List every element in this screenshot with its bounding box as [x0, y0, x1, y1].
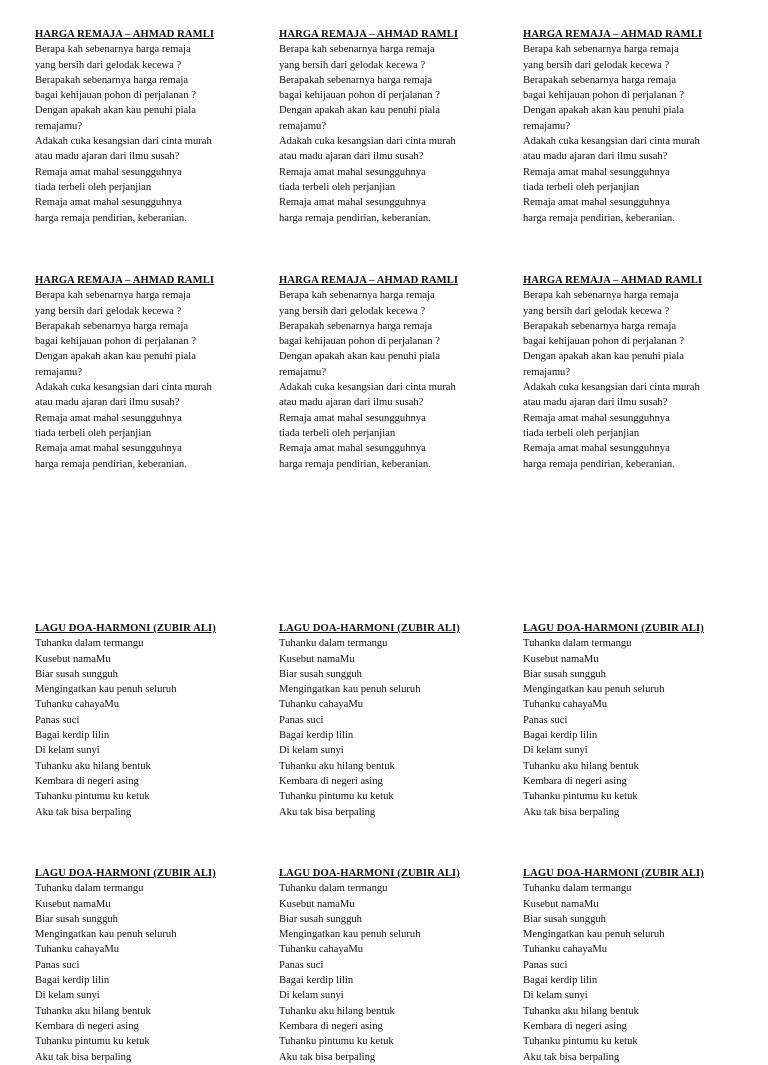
poem-line: Biar susah sungguh — [35, 668, 118, 680]
poem-line: Mengingatkan kau penuh seluruh — [523, 684, 665, 696]
poem-line: remajamu? — [35, 366, 83, 378]
poem-line: harga remaja pendirian, keberanian. — [523, 212, 675, 224]
poem-line: Biar susah sungguh — [35, 913, 118, 925]
poem-line: Bagai kerdip lilin — [35, 730, 110, 742]
poem-line: Biar susah sungguh — [523, 668, 606, 680]
poem-line: Aku tak bisa berpaling — [279, 806, 376, 818]
poem-line: atau madu ajaran dari ilmu susah? — [35, 151, 180, 163]
poem-line: Tuhanku cahayaMu — [523, 699, 608, 711]
poem-line: yang bersih dari gelodak kecewa ? — [279, 305, 426, 317]
poem-line: Biar susah sungguh — [523, 913, 606, 925]
poem-line: Tuhanku dalam termangu — [523, 883, 632, 895]
poem-title: LAGU DOA-HARMONI (ZUBIR ALI) — [279, 868, 460, 879]
poem-line: Mengingatkan kau penuh seluruh — [35, 684, 177, 696]
poem-line: Kembara di negeri asing — [35, 775, 139, 787]
poem-line: Tuhanku pintumu ku ketuk — [35, 791, 150, 803]
poem-line: Aku tak bisa berpaling — [35, 806, 132, 818]
poem-line: yang bersih dari gelodak kecewa ? — [523, 305, 670, 317]
poem-line: Panas suci — [279, 714, 324, 726]
poem-line: Kembara di negeri asing — [279, 1020, 383, 1032]
poem-title: LAGU DOA-HARMONI (ZUBIR ALI) — [279, 623, 460, 634]
poem-line: Kusebut namaMu — [35, 653, 111, 665]
poem-line: Berapa kah sebenarnya harga remaja — [279, 44, 435, 56]
poem-line: Mengingatkan kau penuh seluruh — [523, 929, 665, 941]
poem-line: Kembara di negeri asing — [279, 775, 383, 787]
poem-line: remajamu? — [523, 120, 571, 132]
poem-line: Bagai kerdip lilin — [279, 730, 354, 742]
poem-line: Adakah cuka kesangsian dari cinta murah — [279, 382, 456, 394]
poem-line: Remaja amat mahal sesungguhnya — [523, 166, 670, 178]
poem-line: Tuhanku dalam termangu — [523, 638, 632, 650]
poem-line: bagai kehijauan pohon di perjalanan ? — [279, 90, 440, 102]
poem-line: Kusebut namaMu — [279, 898, 355, 910]
poem-line: Tuhanku cahayaMu — [279, 699, 364, 711]
poem-line: Tuhanku pintumu ku ketuk — [523, 791, 638, 803]
poem-line: harga remaja pendirian, keberanian. — [279, 212, 431, 224]
poem-line: Aku tak bisa berpaling — [523, 1051, 620, 1063]
poem-line: atau madu ajaran dari ilmu susah? — [279, 397, 424, 409]
poem-line: Tuhanku cahayaMu — [35, 944, 120, 956]
poem-line: Di kelam sunyi — [279, 990, 344, 1002]
poem-line: Tuhanku pintumu ku ketuk — [279, 1036, 394, 1048]
poem-line: Adakah cuka kesangsian dari cinta murah — [523, 382, 700, 394]
poem-line: Remaja amat mahal sesungguhnya — [35, 443, 182, 455]
poem-line: Tuhanku dalam termangu — [279, 638, 388, 650]
poem-title: HARGA REMAJA – AHMAD RAMLI — [523, 29, 703, 40]
poem-line: Di kelam sunyi — [523, 990, 588, 1002]
poem-line: Tuhanku aku hilang bentuk — [523, 1005, 639, 1017]
poem-line: Adakah cuka kesangsian dari cinta murah — [279, 136, 456, 148]
poem-line: Kusebut namaMu — [279, 653, 355, 665]
poem-line: tiada terbeli oleh perjanjian — [523, 181, 640, 193]
poem-card — [35, 621, 255, 820]
poem-line: Dengan apakah akan kau penuhi piala — [279, 351, 440, 363]
poem-title: HARGA REMAJA – AHMAD RAMLI — [523, 275, 703, 286]
poem-line: harga remaja pendirian, keberanian. — [523, 458, 675, 470]
poem-line: Panas suci — [523, 714, 568, 726]
poem-card — [523, 273, 743, 472]
poem-card — [279, 621, 499, 820]
poem-line: harga remaja pendirian, keberanian. — [35, 212, 187, 224]
poem-line: Berapakah sebenarnya harga remaja — [35, 320, 189, 332]
poem-line: tiada terbeli oleh perjanjian — [279, 181, 396, 193]
poem-line: Tuhanku cahayaMu — [279, 944, 364, 956]
poem-line: Berapa kah sebenarnya harga remaja — [523, 290, 679, 302]
poem-line: Remaja amat mahal sesungguhnya — [279, 443, 426, 455]
poem-line: yang bersih dari gelodak kecewa ? — [279, 59, 426, 71]
poem-line: Remaja amat mahal sesungguhnya — [279, 166, 426, 178]
poem-line: atau madu ajaran dari ilmu susah? — [523, 397, 668, 409]
poem-line: Bagai kerdip lilin — [523, 730, 598, 742]
poem-line: harga remaja pendirian, keberanian. — [279, 458, 431, 470]
poem-line: yang bersih dari gelodak kecewa ? — [35, 59, 182, 71]
poem-line: Tuhanku dalam termangu — [279, 883, 388, 895]
poem-title: LAGU DOA-HARMONI (ZUBIR ALI) — [523, 868, 704, 879]
poem-line: Mengingatkan kau penuh seluruh — [279, 929, 421, 941]
poem-line: Dengan apakah akan kau penuhi piala — [35, 351, 196, 363]
poem-line: Remaja amat mahal sesungguhnya — [35, 166, 182, 178]
poem-line: yang bersih dari gelodak kecewa ? — [35, 305, 182, 317]
poem-line: Berapa kah sebenarnya harga remaja — [523, 44, 679, 56]
poem-line: Tuhanku aku hilang bentuk — [279, 1005, 395, 1017]
poem-line: tiada terbeli oleh perjanjian — [35, 427, 152, 439]
poem-line: bagai kehijauan pohon di perjalanan ? — [523, 90, 684, 102]
poem-title: HARGA REMAJA – AHMAD RAMLI — [35, 29, 215, 40]
poem-line: Kembara di negeri asing — [523, 775, 627, 787]
poem-line: Adakah cuka kesangsian dari cinta murah — [35, 136, 212, 148]
poem-line: Berapakah sebenarnya harga remaja — [523, 74, 677, 86]
poem-line: Panas suci — [279, 959, 324, 971]
poem-line: Bagai kerdip lilin — [35, 975, 110, 987]
poem-line: Dengan apakah akan kau penuhi piala — [523, 351, 684, 363]
poem-line: Panas suci — [35, 714, 80, 726]
poem-line: atau madu ajaran dari ilmu susah? — [35, 397, 180, 409]
poem-title: HARGA REMAJA – AHMAD RAMLI — [279, 275, 459, 286]
poem-line: Di kelam sunyi — [279, 745, 344, 757]
poem-line: Remaja amat mahal sesungguhnya — [523, 443, 670, 455]
poem-line: remajamu? — [279, 120, 327, 132]
poem-title: LAGU DOA-HARMONI (ZUBIR ALI) — [523, 623, 704, 634]
poem-line: bagai kehijauan pohon di perjalanan ? — [279, 336, 440, 348]
poem-line: Remaja amat mahal sesungguhnya — [35, 412, 182, 424]
poem-line: tiada terbeli oleh perjanjian — [35, 181, 152, 193]
poem-line: Mengingatkan kau penuh seluruh — [279, 684, 421, 696]
poem-line: Berapakah sebenarnya harga remaja — [35, 74, 189, 86]
poem-card — [35, 27, 255, 226]
poem-line: Tuhanku aku hilang bentuk — [35, 760, 151, 772]
poem-line: Tuhanku dalam termangu — [35, 638, 144, 650]
poem-line: yang bersih dari gelodak kecewa ? — [523, 59, 670, 71]
poem-line: Berapakah sebenarnya harga remaja — [279, 320, 433, 332]
poem-card — [523, 27, 743, 226]
poem-line: Panas suci — [523, 959, 568, 971]
poem-card — [523, 866, 743, 1065]
poem-line: Aku tak bisa berpaling — [523, 806, 620, 818]
poem-line: Adakah cuka kesangsian dari cinta murah — [35, 382, 212, 394]
poem-card — [279, 866, 499, 1065]
poem-line: Tuhanku pintumu ku ketuk — [523, 1036, 638, 1048]
poem-line: Tuhanku aku hilang bentuk — [279, 760, 395, 772]
poem-card — [35, 866, 255, 1065]
poem-line: Adakah cuka kesangsian dari cinta murah — [523, 136, 700, 148]
poem-line: Bagai kerdip lilin — [523, 975, 598, 987]
poem-line: atau madu ajaran dari ilmu susah? — [523, 151, 668, 163]
poem-line: Berapa kah sebenarnya harga remaja — [35, 44, 191, 56]
poem-line: Bagai kerdip lilin — [279, 975, 354, 987]
poem-line: Kusebut namaMu — [523, 898, 599, 910]
poem-line: Dengan apakah akan kau penuhi piala — [35, 105, 196, 117]
poem-line: Remaja amat mahal sesungguhnya — [279, 412, 426, 424]
poem-line: tiada terbeli oleh perjanjian — [279, 427, 396, 439]
poem-line: Berapa kah sebenarnya harga remaja — [279, 290, 435, 302]
poem-line: Panas suci — [35, 959, 80, 971]
poem-line: bagai kehijauan pohon di perjalanan ? — [35, 90, 196, 102]
poem-line: Biar susah sungguh — [279, 668, 362, 680]
poem-line: Dengan apakah akan kau penuhi piala — [523, 105, 684, 117]
poem-line: Kusebut namaMu — [35, 898, 111, 910]
poem-title: LAGU DOA-HARMONI (ZUBIR ALI) — [35, 868, 216, 879]
poem-line: Tuhanku dalam termangu — [35, 883, 144, 895]
poem-line: Remaja amat mahal sesungguhnya — [35, 197, 182, 209]
poem-line: Tuhanku pintumu ku ketuk — [279, 791, 394, 803]
poem-line: Berapakah sebenarnya harga remaja — [523, 320, 677, 332]
poem-line: Tuhanku cahayaMu — [523, 944, 608, 956]
poem-line: Tuhanku pintumu ku ketuk — [35, 1036, 150, 1048]
poem-line: remajamu? — [523, 366, 571, 378]
poem-line: Di kelam sunyi — [35, 990, 100, 1002]
poem-line: Kembara di negeri asing — [523, 1020, 627, 1032]
poem-line: Aku tak bisa berpaling — [279, 1051, 376, 1063]
poem-line: Tuhanku cahayaMu — [35, 699, 120, 711]
poem-card — [279, 273, 499, 472]
poem-card — [35, 273, 255, 472]
poem-line: Remaja amat mahal sesungguhnya — [279, 197, 426, 209]
poem-card — [523, 621, 743, 820]
poem-line: Remaja amat mahal sesungguhnya — [523, 197, 670, 209]
poem-line: Di kelam sunyi — [523, 745, 588, 757]
poem-line: Berapa kah sebenarnya harga remaja — [35, 290, 191, 302]
poem-title: HARGA REMAJA – AHMAD RAMLI — [35, 275, 215, 286]
poem-line: Tuhanku aku hilang bentuk — [35, 1005, 151, 1017]
poem-title: LAGU DOA-HARMONI (ZUBIR ALI) — [35, 623, 216, 634]
poem-line: atau madu ajaran dari ilmu susah? — [279, 151, 424, 163]
poem-line: tiada terbeli oleh perjanjian — [523, 427, 640, 439]
poem-line: Dengan apakah akan kau penuhi piala — [279, 105, 440, 117]
poem-title: HARGA REMAJA – AHMAD RAMLI — [279, 29, 459, 40]
poem-line: bagai kehijauan pohon di perjalanan ? — [523, 336, 684, 348]
poem-line: remajamu? — [35, 120, 83, 132]
poem-line: Kembara di negeri asing — [35, 1020, 139, 1032]
poem-line: Tuhanku aku hilang bentuk — [523, 760, 639, 772]
poem-line: harga remaja pendirian, keberanian. — [35, 458, 187, 470]
poem-card — [279, 27, 499, 226]
poem-line: Aku tak bisa berpaling — [35, 1051, 132, 1063]
poem-line: Mengingatkan kau penuh seluruh — [35, 929, 177, 941]
poem-line: bagai kehijauan pohon di perjalanan ? — [35, 336, 196, 348]
poem-line: Kusebut namaMu — [523, 653, 599, 665]
poem-line: remajamu? — [279, 366, 327, 378]
poem-line: Remaja amat mahal sesungguhnya — [523, 412, 670, 424]
poem-line: Di kelam sunyi — [35, 745, 100, 757]
poem-line: Biar susah sungguh — [279, 913, 362, 925]
poem-line: Berapakah sebenarnya harga remaja — [279, 74, 433, 86]
